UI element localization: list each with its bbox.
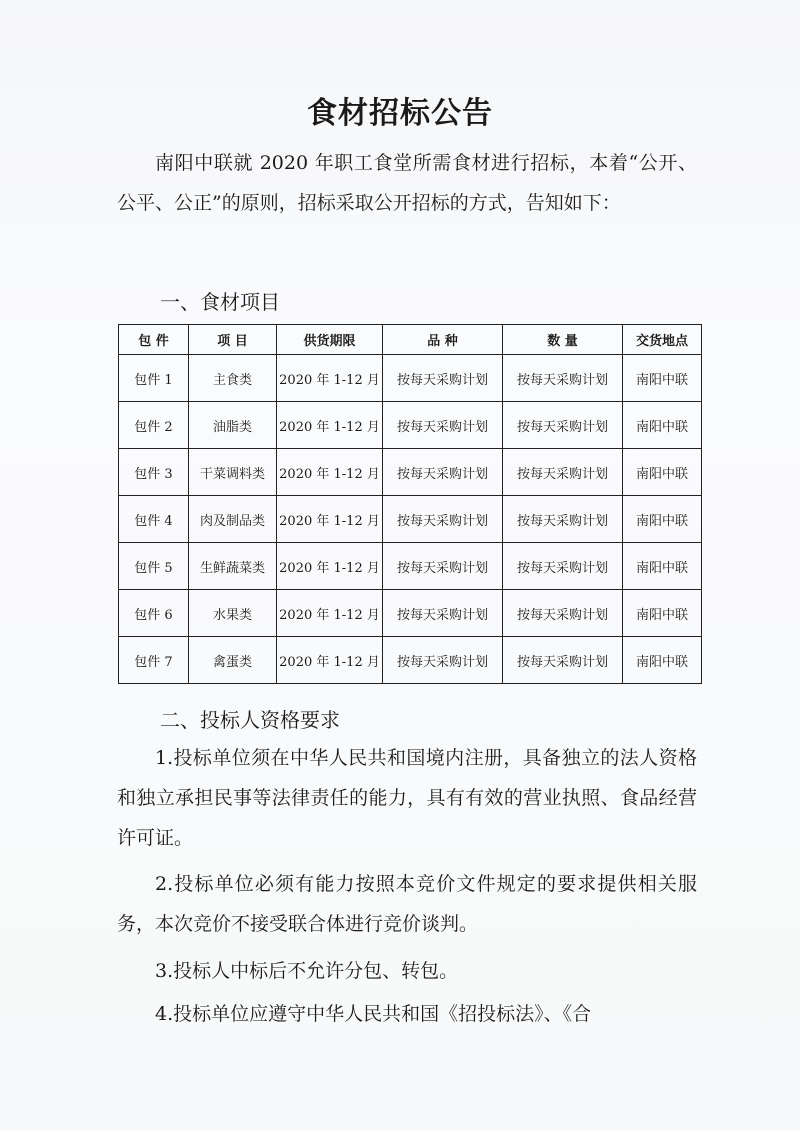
cell-supply-period: 2020 年 1-12 月 xyxy=(277,449,383,496)
cell-quantity: 按每天采购计划 xyxy=(503,496,623,543)
cell-item: 主食类 xyxy=(189,355,277,402)
cell-package: 包件 7 xyxy=(119,637,189,684)
cell-supply-period: 2020 年 1-12 月 xyxy=(277,496,383,543)
cell-delivery-location: 南阳中联 xyxy=(623,449,702,496)
cell-item: 肉及制品类 xyxy=(189,496,277,543)
cell-variety: 按每天采购计划 xyxy=(383,590,503,637)
header-supply-period: 供货期限 xyxy=(277,325,383,355)
cell-quantity: 按每天采购计划 xyxy=(503,449,623,496)
cell-variety: 按每天采购计划 xyxy=(383,543,503,590)
food-items-table xyxy=(118,324,702,684)
cell-quantity: 按每天采购计划 xyxy=(503,543,623,590)
header-quantity: 数 量 xyxy=(503,325,623,355)
cell-package: 包件 6 xyxy=(119,590,189,637)
cell-item: 油脂类 xyxy=(189,402,277,449)
cell-quantity: 按每天采购计划 xyxy=(503,590,623,637)
cell-package: 包件 4 xyxy=(119,496,189,543)
header-item: 项 目 xyxy=(189,325,277,355)
qualification-item-1: 1.投标单位须在中华人民共和国境内注册，具备独立的法人资格和独立承担民事等法律责任的能力，具有有效的营业执照、食品经营许可证。 xyxy=(117,747,697,849)
cell-variety: 按每天采购计划 xyxy=(383,637,503,684)
qualification-item-2: 2.投标单位必须有能力按照本竞价文件规定的要求提供相关服务，本次竞价不接受联合体进行竞价谈判。 xyxy=(117,873,697,935)
cell-item: 生鲜蔬菜类 xyxy=(189,543,277,590)
header-package: 包 件 xyxy=(119,325,189,355)
cell-supply-period: 2020 年 1-12 月 xyxy=(277,355,383,402)
cell-quantity: 按每天采购计划 xyxy=(503,637,623,684)
header-variety: 品 种 xyxy=(383,325,503,355)
cell-package: 包件 1 xyxy=(119,355,189,402)
cell-delivery-location: 南阳中联 xyxy=(623,637,702,684)
cell-item: 水果类 xyxy=(189,590,277,637)
cell-supply-period: 2020 年 1-12 月 xyxy=(277,543,383,590)
cell-delivery-location: 南阳中联 xyxy=(623,543,702,590)
table-row xyxy=(119,590,702,637)
cell-variety: 按每天采购计划 xyxy=(383,496,503,543)
cell-package: 包件 5 xyxy=(119,543,189,590)
header-delivery-location: 交货地点 xyxy=(623,325,702,355)
cell-package: 包件 2 xyxy=(119,402,189,449)
table-header-row xyxy=(119,325,702,355)
cell-supply-period: 2020 年 1-12 月 xyxy=(277,402,383,449)
cell-delivery-location: 南阳中联 xyxy=(623,402,702,449)
table-row xyxy=(119,355,702,402)
cell-delivery-location: 南阳中联 xyxy=(623,590,702,637)
document-title: 食材招标公告 xyxy=(307,96,493,131)
cell-quantity: 按每天采购计划 xyxy=(503,402,623,449)
table-row xyxy=(119,637,702,684)
cell-delivery-location: 南阳中联 xyxy=(623,496,702,543)
cell-variety: 按每天采购计划 xyxy=(383,355,503,402)
cell-delivery-location: 南阳中联 xyxy=(623,355,702,402)
cell-variety: 按每天采购计划 xyxy=(383,402,503,449)
cell-package: 包件 3 xyxy=(119,449,189,496)
qualification-item-3: 3.投标人中标后不允许分包、转包。 xyxy=(155,960,459,982)
cell-variety: 按每天采购计划 xyxy=(383,449,503,496)
table-row xyxy=(119,496,702,543)
cell-item: 干菜调料类 xyxy=(189,449,277,496)
qualification-item-4: 4.投标单位应遵守中华人民共和国《招投标法》、《合 xyxy=(155,1003,592,1025)
section-heading-food-items: 一、食材项目 xyxy=(160,290,280,314)
table-row xyxy=(119,543,702,590)
intro-paragraph: 南阳中联就 2020 年职工食堂所需食材进行招标，本着“公开、公平、公正”的原则，招标采取公开招标的方式，告知如下： xyxy=(117,152,697,214)
section-heading-bidder-qualifications: 二、投标人资格要求 xyxy=(160,708,340,732)
table-row xyxy=(119,402,702,449)
cell-supply-period: 2020 年 1-12 月 xyxy=(277,637,383,684)
cell-item: 禽蛋类 xyxy=(189,637,277,684)
cell-quantity: 按每天采购计划 xyxy=(503,355,623,402)
cell-supply-period: 2020 年 1-12 月 xyxy=(277,590,383,637)
table-row xyxy=(119,449,702,496)
